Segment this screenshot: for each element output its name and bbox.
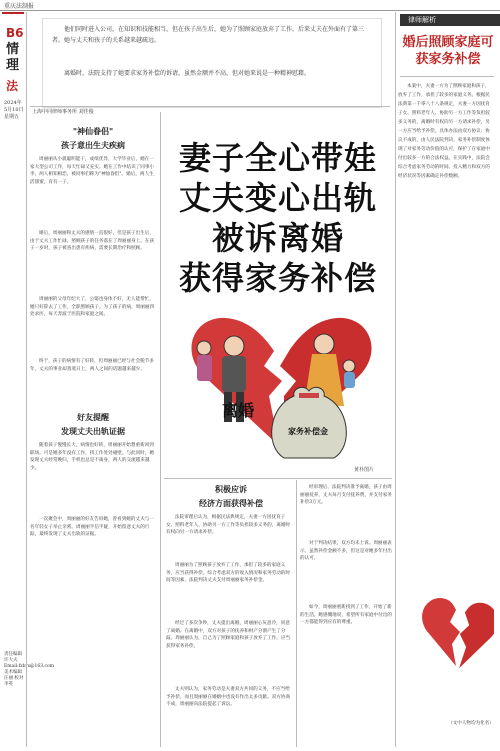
issue-date: 2024年 5月10日 星期五: [4, 100, 24, 120]
mid-body-7: 如今，周丽丽重新找到了工作，开始了新的生活。她感慨地说，希望所有家庭中付出的一方都能得到应有的尊重。: [300, 605, 392, 626]
mid-body-6: 对于判决结果，双方均未上诉。周丽丽表示，虽然补偿金额不多，但这是对她多年付出的认可。: [300, 541, 392, 562]
section-title: 情理: [6, 42, 20, 73]
section-title-2: 法: [6, 79, 19, 93]
left-body-5: 随着孩子慢慢长大，病情也好转，周丽丽开始想重新回到职场。可是她多年没有工作，找工作处处碰壁。与此同时，她发现丈夫经常晚归，手机也总是不离身，两人的交流越来越少。: [30, 443, 155, 471]
heading-3: 好友提醒: [77, 412, 109, 422]
left-body-4: 终于，孩子的病情有了好转，但周丽丽已经与社会脱节多年，丈夫的事业却蒸蒸日上，两人之间的话题越来越少。: [30, 359, 154, 372]
headline-line-1: 妻子全心带娃: [178, 139, 377, 177]
masthead-bar: [0, 0, 500, 11]
quote-divider: [30, 106, 390, 107]
analysis-title: 婚后照顾家庭可获家务补偿: [402, 35, 494, 67]
heading-4: 发现丈夫出轨证据: [61, 426, 125, 436]
broken-heart-decoration-icon: [420, 590, 494, 670]
headline-line-2: 丈夫变心出轨: [178, 179, 377, 217]
mid-body-3: 经过了多次争吵，丈夫提出离婚，周丽丽心灰意冷，同意了离婚。在离婚中，双方对孩子的抚养和财产分割产生了分歧。周丽丽认为，自己为了照顾家庭和孩子放弃了工作，应当获得家务补偿。: [166, 621, 291, 649]
illustration: [164, 296, 394, 476]
heading-5: 积极应诉: [215, 484, 247, 494]
lead-quote-p2: 离婚时，法院支持了她要求家务补偿的诉请，虽然金额并不高，但对她来说是一种精神慰藉。: [64, 70, 311, 77]
left-body-6: 一次聚会中，周丽丽的好友告诉她，曾看到她的丈夫与一名年轻女子举止亲密。周丽丽半信半疑，开始留意丈夫的行踪，最终发现了丈夫出轨的证据。: [30, 517, 154, 538]
mid-body-1: 法院审理后认为，根据民法典规定，夫妻一方因抚育子女、照料老年人、协助另一方工作等负担较多义务的，离婚时有权向另一方请求补偿。: [166, 515, 291, 536]
image-credit: 黄朴图片: [354, 467, 375, 473]
analysis-divider: [400, 76, 494, 77]
headline-line-3: 被诉离婚: [211, 219, 344, 257]
heading-1: "神仙眷侣": [72, 126, 114, 136]
section-tag: 律师解析: [400, 14, 500, 26]
page-number: B6: [6, 26, 24, 40]
heading-6: 经济方面获得补偿: [199, 498, 263, 508]
sack-label: 家务补偿金: [288, 426, 328, 436]
mid-body-4: 丈夫则认为，家务劳动是夫妻双方共同的义务，不应当给予补偿，而且周丽丽在婚姻中也没有作出太多贡献。双方协商不成，周丽丽向法院提起了诉讼。: [166, 687, 291, 708]
sidebar-divider: [26, 12, 27, 747]
analysis-footer: （文中人物均为化名）: [448, 721, 494, 726]
left-body-2: 婚后，周丽丽和丈夫的感情一直很好，但是孩子出生后，由于丈夫工作忙碌，照顾孩子的任务落在了周丽丽身上。在孩子一岁时，孩子被查出患有疾病，需要长期治疗和照顾。: [30, 231, 155, 252]
mid-body-2: 周丽丽为了照顾孩子放弃了工作，承担了较多的家庭义务，应当获得补偿。综合考虑双方的收入情况和家务劳动的时间等因素，法院判决丈夫支付周丽丽家务补偿金。: [166, 563, 291, 584]
newspaper-name: 重庆法制报: [4, 3, 35, 10]
headline-line-4: 获得家务补偿: [178, 259, 377, 297]
left-body-1: 周丽丽从小就聪明能干，成绩优异，大学毕业后，她在一家大型公司工作，每天忙碌又充实。她在工作中结识了同事小李，两人相知相恋，被同事们称为"神仙眷侣"。婚后，两人生活甜蜜，育有一子。: [30, 157, 155, 185]
mid-body-5: 经审理后，法院判决准予离婚，孩子由周丽丽抚养，丈夫每月支付抚养费，并支付家务补偿3万元。: [300, 485, 392, 506]
column-divider-3: [395, 12, 396, 747]
byline: 上海中同律师事务所 刘佳俊: [32, 109, 94, 115]
column-divider-2: [296, 480, 297, 747]
left-body-3: 周丽丽的父母年纪大了，公婆也身体不好，无人能帮忙，她只好辞去了工作，全职照顾孩子。为了孩子的病，周丽丽四处求医，每天奔波于医院和家庭之间。: [30, 297, 155, 318]
divorce-label: 离婚: [222, 401, 255, 420]
main-headline: [166, 138, 390, 298]
heading-2: 孩子意出生夫疾病: [61, 140, 125, 150]
analysis-body: 本案中，夫妻一方为了照顾家庭和孩子，放弃了工作，承担了较多的家庭义务。根据民法典第一千零八十八条规定，夫妻一方因抚育子女、照料老年人、协助另一方工作等负担较多义务的，离婚时有权向另一方请求补偿，另一方应当给予补偿。具体办法由双方协议；协议不成的，由人民法院判决。家务补偿制度体现了对家务劳动价值的认可，保护了在家庭中付出较多一方的合法权益。在实践中，法院会综合考虑家务劳动的时间、投入精力和双方的经济状况等因素确定补偿数额。: [398, 84, 490, 179]
image-divider: [164, 478, 392, 479]
lead-quote-p1: 他们同时进入公司，在知识和技能相当，但在孩子出生后，她为了照顾家庭放弃了工作，后来丈夫在外面有了第三者。她与丈夫和孩子的关系越来越疏远。: [52, 26, 365, 44]
editor-credits: 责任编辑 许大夫 Email:fzbrs@163.com 美术编辑 汪丽 校对 李英: [4, 652, 55, 687]
column-divider-1: [160, 112, 161, 747]
section-sidebar: [2, 12, 55, 751]
